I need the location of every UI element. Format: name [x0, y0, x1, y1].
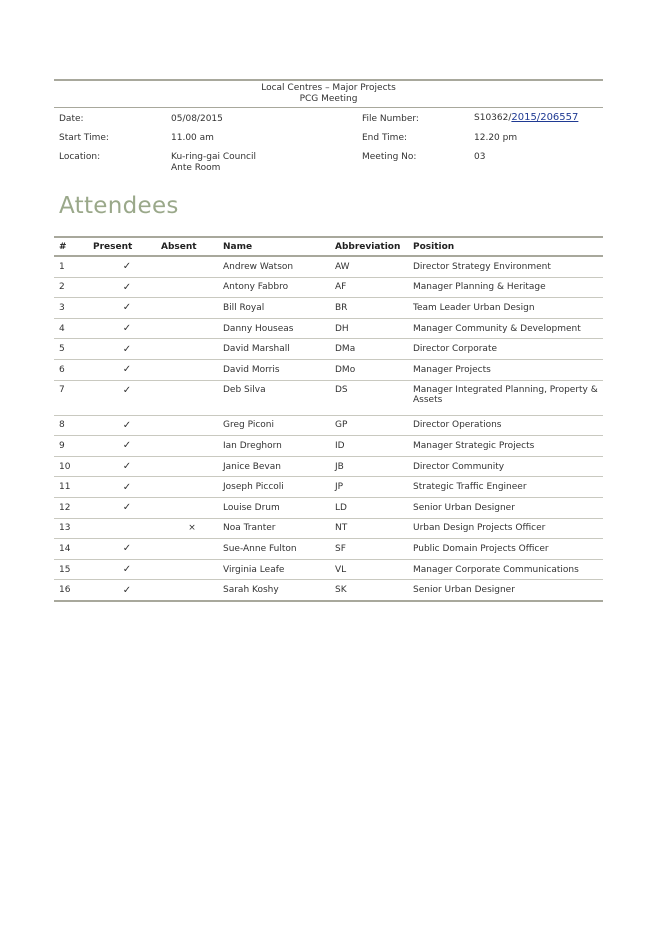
date-value: 05/08/2015 — [171, 114, 223, 124]
attendee-position: Manager Integrated Planning, Property & Assets — [413, 380, 603, 415]
attendee-num: 8 — [54, 415, 93, 436]
attendee-position: Urban Design Projects Officer — [413, 518, 603, 539]
present-mark — [93, 518, 161, 539]
table-row — [54, 256, 603, 277]
present-mark: ✓ — [93, 415, 161, 436]
header-num: # — [59, 241, 67, 252]
table-row — [54, 415, 603, 436]
attendee-position: Manager Strategic Projects — [413, 436, 603, 457]
location-line-2: Ante Room — [171, 163, 221, 173]
table-row — [54, 359, 603, 380]
attendee-num: 10 — [54, 456, 93, 477]
attendee-abbreviation: DMa — [335, 339, 413, 360]
end-time-value: 12.20 pm — [474, 133, 518, 143]
attendee-abbreviation: ID — [335, 436, 413, 457]
attendee-abbreviation: BR — [335, 298, 413, 319]
attendee-position: Director Corporate — [413, 339, 603, 360]
absent-mark — [161, 359, 223, 380]
attendee-abbreviation: DMo — [335, 359, 413, 380]
attendee-name: David Marshall — [223, 339, 335, 360]
attendee-position: Team Leader Urban Design — [413, 298, 603, 319]
absent-mark — [161, 559, 223, 580]
attendee-name: Greg Piconi — [223, 415, 335, 436]
absent-mark — [161, 497, 223, 518]
header-absent: Absent — [161, 241, 197, 252]
present-mark: ✓ — [93, 318, 161, 339]
file-number-prefix: S10362/ — [474, 113, 512, 123]
table-row — [54, 477, 603, 498]
header-position: Position — [413, 241, 455, 252]
table-row — [54, 559, 603, 580]
attendee-name: David Morris — [223, 359, 335, 380]
location-line-1: Ku-ring-gai Council — [171, 152, 257, 162]
absent-mark — [161, 256, 223, 277]
header-abbreviation: Abbreviation — [335, 241, 401, 252]
attendee-abbreviation: SK — [335, 580, 413, 601]
meeting-details — [54, 110, 603, 176]
end-time-label: End Time: — [362, 133, 408, 143]
attendee-num: 16 — [54, 580, 93, 601]
attendee-abbreviation: DH — [335, 318, 413, 339]
file-number-link[interactable]: 2015/206557 — [511, 112, 579, 123]
attendee-abbreviation: AF — [335, 277, 413, 298]
attendee-name: Ian Dreghorn — [223, 436, 335, 457]
attendee-position: Manager Community & Development — [413, 318, 603, 339]
present-mark: ✓ — [93, 277, 161, 298]
attendee-name: Antony Fabbro — [223, 277, 335, 298]
absent-mark — [161, 339, 223, 360]
header-subtitle: PCG Meeting — [299, 94, 358, 104]
absent-mark — [161, 298, 223, 319]
present-mark: ✓ — [93, 339, 161, 360]
location-label: Location: — [59, 152, 101, 162]
attendee-abbreviation: GP — [335, 415, 413, 436]
attendee-abbreviation: JP — [335, 477, 413, 498]
present-mark: ✓ — [93, 539, 161, 560]
present-mark: ✓ — [93, 380, 161, 415]
start-time-value: 11.00 am — [171, 133, 214, 143]
attendee-position: Strategic Traffic Engineer — [413, 477, 603, 498]
attendee-num: 6 — [54, 359, 93, 380]
attendee-name: Noa Tranter — [223, 518, 335, 539]
date-label: Date: — [59, 114, 84, 124]
absent-mark: × — [161, 518, 223, 539]
document-page — [54, 79, 603, 596]
table-row — [54, 277, 603, 298]
attendee-name: Sue-Anne Fulton — [223, 539, 335, 560]
header-title: Local Centres – Major Projects — [261, 83, 396, 93]
attendee-name: Deb Silva — [223, 380, 335, 415]
meeting-header — [54, 79, 603, 108]
table-row — [54, 497, 603, 518]
table-row — [54, 539, 603, 560]
attendee-num: 7 — [54, 380, 93, 415]
absent-mark — [161, 380, 223, 415]
attendee-name: Virginia Leafe — [223, 559, 335, 580]
attendee-num: 1 — [54, 256, 93, 277]
absent-mark — [161, 580, 223, 601]
file-number-value — [474, 112, 578, 124]
attendee-position: Manager Planning & Heritage — [413, 277, 603, 298]
table-row — [54, 436, 603, 457]
attendee-num: 2 — [54, 277, 93, 298]
present-mark: ✓ — [93, 456, 161, 477]
attendees-heading: Attendees — [59, 193, 179, 219]
attendee-abbreviation: VL — [335, 559, 413, 580]
attendee-name: Bill Royal — [223, 298, 335, 319]
absent-mark — [161, 456, 223, 477]
present-mark: ✓ — [93, 559, 161, 580]
attendee-position: Director Community — [413, 456, 603, 477]
attendee-abbreviation: JB — [335, 456, 413, 477]
attendee-abbreviation: SF — [335, 539, 413, 560]
table-row — [54, 318, 603, 339]
attendee-position: Senior Urban Designer — [413, 580, 603, 601]
table-row — [54, 298, 603, 319]
file-number-label: File Number: — [362, 114, 419, 124]
attendee-num: 9 — [54, 436, 93, 457]
absent-mark — [161, 415, 223, 436]
attendees-table — [54, 236, 603, 602]
attendee-num: 15 — [54, 559, 93, 580]
attendee-name: Andrew Watson — [223, 256, 335, 277]
attendee-abbreviation: LD — [335, 497, 413, 518]
absent-mark — [161, 277, 223, 298]
attendee-abbreviation: DS — [335, 380, 413, 415]
attendee-position: Senior Urban Designer — [413, 497, 603, 518]
table-header-row — [54, 237, 603, 256]
attendee-num: 4 — [54, 318, 93, 339]
present-mark: ✓ — [93, 436, 161, 457]
table-row — [54, 580, 603, 601]
attendee-num: 13 — [54, 518, 93, 539]
attendee-name: Louise Drum — [223, 497, 335, 518]
attendee-name: Danny Houseas — [223, 318, 335, 339]
attendee-num: 12 — [54, 497, 93, 518]
absent-mark — [161, 539, 223, 560]
attendee-name: Janice Bevan — [223, 456, 335, 477]
attendee-abbreviation: NT — [335, 518, 413, 539]
attendee-position: Public Domain Projects Officer — [413, 539, 603, 560]
table-row — [54, 456, 603, 477]
start-time-label: Start Time: — [59, 133, 109, 143]
header-name: Name — [223, 241, 253, 252]
location-value — [171, 152, 256, 174]
table-row — [54, 518, 603, 539]
attendee-num: 14 — [54, 539, 93, 560]
attendee-name: Joseph Piccoli — [223, 477, 335, 498]
present-mark: ✓ — [93, 298, 161, 319]
attendee-name: Sarah Koshy — [223, 580, 335, 601]
attendee-position: Director Strategy Environment — [413, 256, 603, 277]
meeting-no-value: 03 — [474, 152, 486, 162]
absent-mark — [161, 318, 223, 339]
present-mark: ✓ — [93, 359, 161, 380]
attendee-position: Director Operations — [413, 415, 603, 436]
header-present: Present — [93, 241, 133, 252]
attendee-num: 3 — [54, 298, 93, 319]
table-row — [54, 339, 603, 360]
absent-mark — [161, 477, 223, 498]
meeting-no-label: Meeting No: — [362, 152, 417, 162]
table-row — [54, 380, 603, 415]
present-mark: ✓ — [93, 580, 161, 601]
attendee-num: 5 — [54, 339, 93, 360]
attendee-num: 11 — [54, 477, 93, 498]
present-mark: ✓ — [93, 477, 161, 498]
attendee-position: Manager Corporate Communications — [413, 559, 603, 580]
absent-mark — [161, 436, 223, 457]
attendee-abbreviation: AW — [335, 256, 413, 277]
present-mark: ✓ — [93, 256, 161, 277]
attendee-position: Manager Projects — [413, 359, 603, 380]
present-mark: ✓ — [93, 497, 161, 518]
